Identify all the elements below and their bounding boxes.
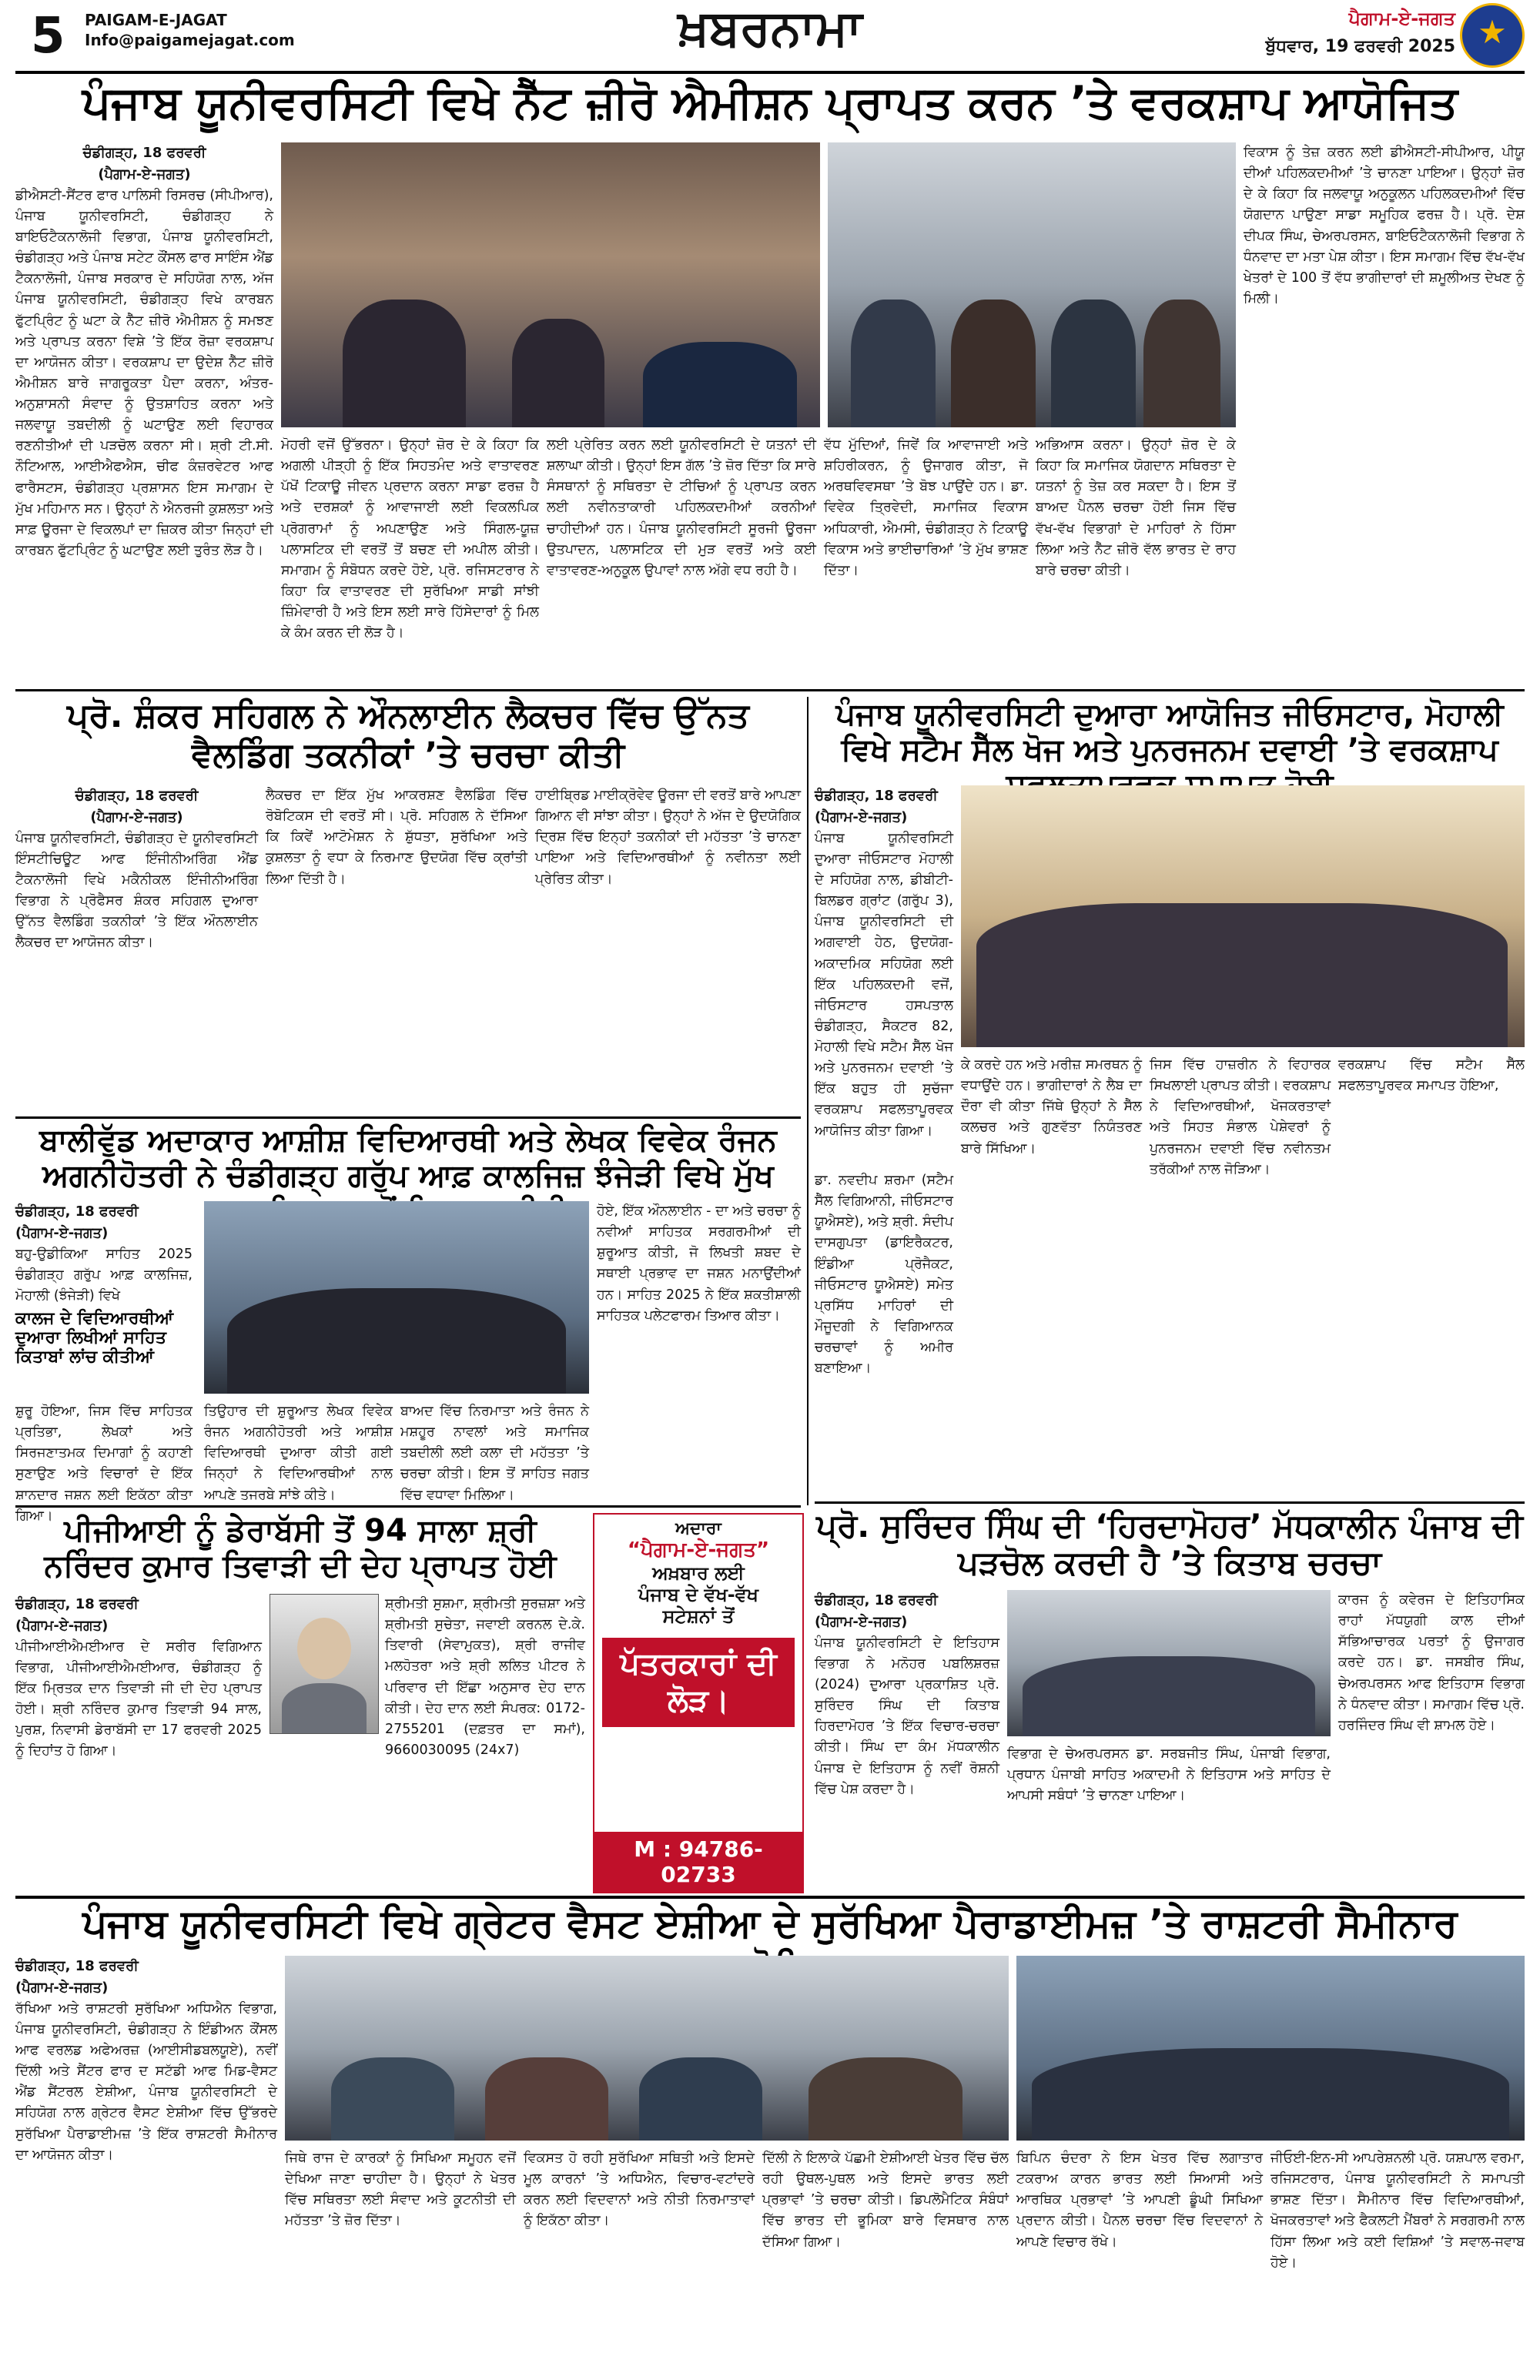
story7-col3: ਵਿਕਸਤ ਹੋ ਰਹੀ ਸੁਰੱਖਿਆ ਸਥਿਤੀ ਅਤੇ ਇਸਦੇ ਮੂਲ ਕਾਰਨਾਂ ’ਤੇ ਅਧਿਐਨ, ਵਿਚਾਰ-ਵਟਾਂਦਰੇ ਕਰਨ ਲਈ ਵਿਦਵਾਨਾਂ ਅਤੇ ਨੀਤੀ ਨਿਰਮਾਤਾਵਾਂ ਨੂੰ ਇਕੱਠਾ ਕੀਤਾ। (524, 2151, 755, 2229)
ad-line3: ਸਟੇਸ਼ਨਾਂ ਤੋਂ (662, 1605, 735, 1627)
email[interactable]: Info@paigamejagat.com (85, 31, 295, 49)
story1-col1 (15, 142, 273, 681)
story1-headline: ਪੰਜਾਬ ਯੂਨੀਵਰਸਿਟੀ ਵਿਖੇ ਨੈੱਟ ਜ਼ੀਰੋ ਐਮੀਸ਼ਨ ਪ੍ਰਾਪਤ ਕਰਨ ’ਤੇ ਵਰਕਸ਼ਾਪ ਆਯੋਜਿਤ (82, 76, 1458, 129)
story1-agency: (ਪੈਗਾਮ-ਏ-ਜਗਤ) (98, 166, 191, 182)
story7-col1 (15, 1956, 277, 2368)
story2-col3: ਹਾਈਬ੍ਰਿਡ ਮਾਈਕ੍ਰੋਵੇਵ ਊਰਜਾ ਦੀ ਵਰਤੋਂ ਬਾਰੇ ਆਪਣਾ ਗਿਆਨ ਵੀ ਸਾਂਝਾ ਕੀਤਾ। ਉਨ੍ਹਾਂ ਨੇ ਅੱਜ ਦੇ ਉਦਯੋਗਿਕ ਦ੍ਰਿਸ਼ ਵਿੱਚ ਇਨ੍ਹਾਂ ਤਕਨੀਕਾਂ ਦੀ ਮਹੱਤਤਾ ’ਤੇ ਚਾਨਣਾ ਪਾਇਆ ਅਤੇ ਵਿਦਿਆਰਥੀਆਂ ਨੂੰ ਨਵੀਨਤਾ ਲਈ ਪ੍ਰੇਰਿਤ ਕੀਤਾ। (535, 788, 801, 887)
story4-col2: ਤਿਉਹਾਰ ਦੀ ਸ਼ੁਰੂਆਤ ਲੇਖਕ ਵਿਵੇਕ ਰੰਜਨ ਅਗਨੀਹੋਤਰੀ ਅਤੇ ਆਸ਼ੀਸ਼ ਵਿਦਿਆਰਥੀ ਦੁਆਰਾ ਕੀਤੀ ਗਈ ਜਿਨ੍ਹਾਂ ਨੇ ਵਿਦਿਆਰਥੀਆਂ ਨਾਲ ਆਪਣੇ ਤਜਰਬੇ ਸਾਂਝੇ ਕੀਤੇ। (204, 1404, 393, 1503)
story5-agency: (ਪੈਗਾਮ-ਏ-ਜਗਤ) (15, 1617, 109, 1634)
divider-4 (815, 1501, 1525, 1504)
page-number: 5 (31, 8, 65, 65)
story3-col1b: ਡਾ. ਨਵਦੀਪ ਸ਼ਰਮਾ (ਸਟੈਮ ਸੈੱਲ ਵਿਗਿਆਨੀ, ਜੀਓਸਟਾਰ ਯੂਐਸਏ), ਅਤੇ ਸ਼੍ਰੀ. ਸੰਦੀਪ ਦਾਸਗੁਪਤਾ (ਡਾਇਰੈਕਟਰ, ਇੰਡੀਆ ਪ੍ਰੋਜੈਕਟ, ਜੀਓਸਟਾਰ ਯੂਐਸਏ) ਸਮੇਤ ਪ੍ਰਸਿੱਧ ਮਾਹਿਰਾਂ ਦੀ ਮੌਜੂਦਗੀ ਨੇ ਵਿਗਿਆਨਕ ਚਰਚਾਵਾਂ ਨੂੰ ਅਮੀਰ ਬਣਾਇਆ। (815, 1173, 953, 1377)
divider-1 (15, 689, 1525, 691)
ad-line1: ਅਖ਼ਬਾਰ ਲਈ (652, 1562, 745, 1584)
story3-headline: ਪੰਜਾਬ ਯੂਨੀਵਰਸਿਟੀ ਦੁਆਰਾ ਆਯੋਜਿਤ ਜੀਓਸਟਾਰ, ਮੋਹਾਲੀ ਵਿਖੇ ਸਟੈਮ ਸੈੱਲ ਖੋਜ ਅਤੇ ਪੁਨਰਜਨਮ ਦਵਾਈ ’ਤੇ ਵਰਕਸ਼ਾਪ (835, 697, 1504, 768)
story6-col2: ਵਿਭਾਗ ਦੇ ਚੇਅਰਪਰਸਨ ਡਾ. ਸਰਬਜੀਤ ਸਿੰਘ, ਪੰਜਾਬੀ ਵਿਭਾਗ, ਪ੍ਰਧਾਨ ਪੰਜਾਬੀ ਸਾਹਿਤ ਅਕਾਦਮੀ ਨੇ ਇਤਿਹਾਸ ਅਤੇ ਸਾਹਿਤ ਦੇ ਆਪਸੀ ਸਬੰਧਾਂ ’ਤੇ ਚਾਨਣਾ ਪਾਇਆ। (1007, 1746, 1331, 1804)
story4-photo (204, 1201, 589, 1394)
story7-col4: ਦਿੱਲੀ ਨੇ ਇਲਾਕੇ ਪੱਛਮੀ ਏਸ਼ੀਆਈ ਖੇਤਰ ਵਿੱਚ ਚੱਲ ਰਹੀ ਉਥਲ-ਪੁਥਲ ਅਤੇ ਇਸਦੇ ਭਾਰਤ ਲਈ ਪ੍ਰਭਾਵਾਂ ’ਤੇ ਚਰਚਾ ਕੀਤੀ। ਡਿਪਲੋਮੈਟਿਕ ਸੰਬੰਧਾਂ ਵਿੱਚ ਭਾਰਤ ਦੀ ਭੂਮਿਕਾ ਬਾਰੇ ਵਿਸਥਾਰ ਨਾਲ ਦੱਸਿਆ ਗਿਆ। (762, 2151, 1009, 2250)
story5-col2: ਸ਼੍ਰੀਮਤੀ ਸੁਸ਼ਮਾ, ਸ਼੍ਰੀਮਤੀ ਸੁਰਜ਼ਸ਼ਾ ਅਤੇ ਸ਼੍ਰੀਮਤੀ ਸੁਚੇਤਾ, ਜਵਾਈ ਕਰਨਲ ਦੇ.ਕੇ. ਤਿਵਾਰੀ (ਸੇਵਾਮੁਕਤ), ਸ਼੍ਰੀ ਰਾਜੀਵ ਮਲਹੋਤਰਾ ਅਤੇ ਸ਼੍ਰੀ ਲਲਿਤ ਪੀਟਰ ਨੇ ਪਰਿਵਾਰ ਦੀ ਇੱਛਾ ਅਨੁਸਾਰ ਦੇਹ ਦਾਨ ਕੀਤੀ। ਦੇਹ ਦਾਨ ਲਈ ਸੰਪਰਕ: 0172-2755201 (ਦਫ਼ਤਰ ਦਾ ਸਮਾਂ), 9660030095 (24x7) (385, 1596, 585, 1758)
story1-dateline: ਚੰਡੀਗੜ੍ਹ, 18 ਫਰਵਰੀ (82, 145, 206, 161)
story1-col5: ਅਭਿਆਸ ਕਰਨਾ। ਉਨ੍ਹਾਂ ਜ਼ੋਰ ਦੇ ਕੇ ਕਿਹਾ ਕਿ ਸਮਾਜਿਕ ਯੋਗਦਾਨ ਸਥਿਰਤਾ ਦੇ ਯਤਨਾਂ ਨੂੰ ਤੇਜ਼ ਕਰ ਸਕਦਾ ਹੈ। ਇਸ ਤੋਂ ਬਾਅਦ ਪੈਨਲ ਚਰਚਾ ਹੋਈ ਜਿਸ ਵਿੱਚ ਵੱਖ-ਵੱਖ ਵਿਭਾਗਾਂ ਦੇ ਮਾਹਿਰਾਂ ਨੇ ਹਿੱਸਾ ਲਿਆ ਅਤੇ ਨੈੱਟ ਜ਼ੀਰੋ ਵੱਲ ਭਾਰਤ ਦੇ ਰਾਹ ਬਾਰੇ ਚਰਚਾ ਕੀਤੀ। (1036, 437, 1236, 578)
story6-col1 (815, 1590, 999, 1886)
story7-photo-audience (1016, 1956, 1525, 2141)
divider-5 (15, 1896, 1525, 1899)
story4-bullet: ਕਾਲਜ ਦੇ ਵਿਦਿਆਰਥੀਆਂ ਦੁਆਰਾ ਲਿਖੀਆਂ ਸਾਹਿਤ ਕਿਤਾਬਾਂ ਲਾਂਚ ਕੀਤੀਆਂ (15, 1309, 174, 1367)
story7-headline: ਪੰਜਾਬ ਯੂਨੀਵਰਸਿਟੀ ਵਿਖੇ ਗ੍ਰੇਟਰ ਵੈਸਟ ਏਸ਼ੀਆ ਦੇ ਸੁਰੱਖਿਆ ਪੈਰਾਡਾਈਮਜ਼ ’ਤੇ ਰਾਸ਼ਟਰੀ ਸੈਮੀਨਾਰ (82, 1901, 1458, 1946)
section-title: ਖ਼ਬਰਨਾਮਾ (678, 0, 862, 57)
divider-3 (15, 1505, 801, 1508)
story7-col5: ਬਿਪਿਨ ਚੰਦਰਾ ਨੇ ਇਸ ਖੇਤਰ ਵਿੱਚ ਲਗਾਤਾਰ ਟਕਰਾਅ ਕਾਰਨ ਭਾਰਤ ਲਈ ਸਿਆਸੀ ਅਤੇ ਆਰਥਿਕ ਪ੍ਰਭਾਵਾਂ ’ਤੇ ਆਪਣੀ ਡੂੰਘੀ ਸਿਖਿਆ ਪ੍ਰਦਾਨ ਕੀਤੀ। ਪੈਨਲ ਚਰਚਾ ਵਿੱਚ ਵਿਦਵਾਨਾਂ ਨੇ ਆਪਣੇ ਵਿਚਾਰ ਰੱਖੇ। (1016, 2151, 1263, 2250)
story2-text1: ਪੰਜਾਬ ਯੂਨੀਵਰਸਿਟੀ, ਚੰਡੀਗੜ੍ਹ ਦੇ ਯੂਨੀਵਰਸਿਟੀ ਇੰਸਟੀਚਿਊਟ ਆਫ ਇੰਜੀਨੀਅਰਿੰਗ ਐਂਡ ਟੈਕਨਾਲੋਜੀ ਵਿਖੇ ਮਕੈਨੀਕਲ ਇੰਜੀਨੀਅਰਿੰਗ ਵਿਭਾਗ ਨੇ ਪ੍ਰੋਫੈਸਰ ਸ਼ੰਕਰ ਸਹਿਗਲ ਦੁਆਰਾ ਉੱਨਤ ਵੈਲਡਿੰਗ ਤਕਨੀਕਾਂ ’ਤੇ ਇੱਕ ਔਨਲਾਈਨ ਲੈਕਚਰ ਦਾ ਆਯੋਜਨ ਕੀਤਾ। (15, 830, 258, 951)
story1-text1: ਡੀਐਸਟੀ-ਸੈਂਟਰ ਫਾਰ ਪਾਲਿਸੀ ਰਿਸਰਚ (ਸੀਪੀਆਰ), ਪੰਜਾਬ ਯੂਨੀਵਰਸਿਟੀ, ਚੰਡੀਗੜ੍ਹ ਨੇ ਬਾਇਓਟੈਕਨਾਲੋਜੀ ਵਿਭਾਗ, ਪੰਜਾਬ ਯੂਨੀਵਰਸਿਟੀ, ਚੰਡੀਗੜ੍ਹ ਅਤੇ ਪੰਜਾਬ ਸਟੇਟ ਕੌਂਸਲ ਫਾਰ ਸਾਇੰਸ ਐਂਡ ਟੈਕਨਾਲੋਜੀ, ਪੰਜਾਬ ਸਰਕਾਰ ਦੇ ਸਹਿਯੋਗ ਨਾਲ, ਅੱਜ ਪੰਜਾਬ ਯੂਨੀਵਰਸਿਟੀ, ਚੰਡੀਗੜ੍ਹ ਵਿਖੇ ਕਾਰਬਨ ਫੁੱਟਪ੍ਰਿੰਟ ਨੂੰ ਘਟਾ ਕੇ ਨੈੱਟ ਜ਼ੀਰੋ ਐਮੀਸ਼ਨ ਨੂੰ ਸਮਝਣ ਅਤੇ ਪ੍ਰਾਪਤ ਕਰਨਾ ਵਿਸ਼ੇ ’ਤੇ ਇੱਕ ਰੋਜ਼ਾ ਵਰਕਸ਼ਾਪ ਦਾ ਆਯੋਜਨ ਕੀਤਾ। ਵਰਕਸ਼ਾਪ ਦਾ ਉਦੇਸ਼ ਨੈੱਟ ਜ਼ੀਰੋ ਐਮੀਸ਼ਨ ਬਾਰੇ ਜਾਗਰੂਕਤਾ ਪੈਦਾ ਕਰਨਾ, ਅੰਤਰ-ਅਨੁਸ਼ਾਸਨੀ ਸੰਵਾਦ ਨੂੰ ਉਤਸ਼ਾਹਿਤ ਕਰਨਾ ਅਤੇ ਜਲਵਾਯੂ ਤਬਦੀਲੀ ਨੂੰ ਘਟਾਉਣ ਲਈ ਵਿਹਾਰਕ ਰਣਨੀਤੀਆਂ ਦੀ ਪੜਚੋਲ ਕਰਨਾ ਸੀ। ਸ਼੍ਰੀ ਟੀ.ਸੀ. ਨੌਟਿਆਲ, ਆਈਐਫਐਸ, ਚੀਫ ਕੰਜ਼ਰਵੇਟਰ ਆਫ ਫਾਰੈਸਟਸ, ਚੰਡੀਗੜ੍ਹ ਪ੍ਰਸ਼ਾਸਨ ਇਸ ਸਮਾਗਮ ਦੇ ਮੁੱਖ ਮਹਿਮਾਨ ਸਨ। ਉਨ੍ਹਾਂ ਨੇ ਐਨਰਜੀ ਕੁਸ਼ਲਤਾ ਅਤੇ ਸਾਫ਼ ਊਰਜਾ ਦੇ ਵਿਕਲਪਾਂ ਦਾ ਜ਼ਿਕਰ ਕੀਤਾ ਜਿਨ੍ਹਾਂ ਦੀ ਕਾਰਬਨ ਫੁੱਟਪ੍ਰਿੰਟ ਨੂੰ ਘਟਾਉਣ ਲਈ ਤੁਰੰਤ ਲੋੜ ਹੈ। (15, 187, 273, 558)
story1-photo-podium (281, 142, 820, 427)
divider-2 (15, 1116, 801, 1119)
header-rule (15, 71, 1525, 74)
story7-agency: (ਪੈਗਾਮ-ਏ-ਜਗਤ) (15, 1979, 109, 1996)
story2-col1 (15, 785, 258, 1109)
masthead-brand: ਪੈਗਾਮ-ਏ-ਜਗਤ (1348, 8, 1455, 29)
story1-col6: ਵਿਕਾਸ ਨੂੰ ਤੇਜ਼ ਕਰਨ ਲਈ ਡੀਐਸਟੀ-ਸੀਪੀਆਰ, ਪੀਯੂ ਦੀਆਂ ਪਹਿਲਕਦਮੀਆਂ ’ਤੇ ਚਾਨਣਾ ਪਾਇਆ। ਉਨ੍ਹਾਂ ਜ਼ੋਰ ਦੇ ਕੇ ਕਿਹਾ ਕਿ ਜਲਵਾਯੂ ਅਨੁਕੂਲਨ ਪਹਿਲਕਦਮੀਆਂ ਵਿੱਚ ਯੋਗਦਾਨ ਪਾਉਣਾ ਸਾਡਾ ਸਮੂਹਿਕ ਫਰਜ਼ ਹੈ। ਪ੍ਰੋ. ਦੇਸ਼ ਦੀਪਕ ਸਿੰਘ, ਚੇਅਰਪਰਸਨ, ਬਾਇਓਟੈਕਨਾਲੋਜੀ ਵਿਭਾਗ ਨੇ ਧੰਨਵਾਦ ਦਾ ਮਤਾ ਪੇਸ਼ ਕੀਤਾ। ਇਸ ਸਮਾਗਮ ਵਿੱਚ ਵੱਖ-ਵੱਖ ਖੇਤਰਾਂ ਦੇ 100 ਤੋਂ ਵੱਧ ਭਾਗੀਦਾਰਾਂ ਦੀ ਸ਼ਮੂਲੀਅਤ ਦੇਖਣ ਨੂੰ ਮਿਲੀ। (1244, 145, 1525, 306)
story5-headline: ਪੀਜੀਆਈ ਨੂੰ ਡੇਰਾਬੱਸੀ ਤੋਂ 94 ਸਾਲਾ ਸ਼੍ਰੀ ਨਰਿੰਦਰ ਕੁਮਾਰ ਤਿਵਾੜੀ ਦੀ ਦੇਹ ਪ੍ਰਾਪਤ ਹੋਈ (44, 1513, 557, 1584)
story3-col2: ਕੇ ਕਰਦੇ ਹਨ ਅਤੇ ਮਰੀਜ਼ ਸਮਰਥਨ ਨੂੰ ਵਧਾਉਂਦੇ ਹਨ। ਭਾਗੀਦਾਰਾਂ ਨੇ ਲੈਬ ਦਾ ਦੌਰਾ ਵੀ ਕੀਤਾ ਜਿੱਥੇ ਉਨ੍ਹਾਂ ਨੇ ਸੈੱਲ ਕਲਚਰ ਅਤੇ ਗੁਣਵੱਤਾ ਨਿਯੰਤਰਣ ਬਾਰੇ ਸਿੱਖਿਆ। (961, 1057, 1142, 1157)
story4-intro (15, 1201, 192, 1309)
story3-col4: ਵਰਕਸ਼ਾਪ ਵਿੱਚ ਸਟੈਮ ਸੈੱਲ ਸਫਲਤਾਪੂਰਵਕ ਸਮਾਪਤ ਹੋਇਆ, (1338, 1057, 1525, 1094)
story7-text1: ਰੱਖਿਆ ਅਤੇ ਰਾਸ਼ਟਰੀ ਸੁਰੱਖਿਆ ਅਧਿਐਨ ਵਿਭਾਗ, ਪੰਜਾਬ ਯੂਨੀਵਰਸਿਟੀ, ਚੰਡੀਗੜ੍ਹ ਨੇ ਇੰਡੀਅਨ ਕੌਂਸਲ ਆਫ ਵਰਲਡ ਅਫੇਅਰਜ਼ (ਆਈਸੀਡਬਲਯੂਏ), ਨਵੀਂ ਦਿੱਲੀ ਅਤੇ ਸੈਂਟਰ ਫਾਰ ਦ ਸਟੱਡੀ ਆਫ ਮਿਡ-ਵੈਸਟ ਐਂਡ ਸੈਂਟਰਲ ਏਸ਼ੀਆ, ਪੰਜਾਬ ਯੂਨੀਵਰਸਿਟੀ ਦੇ ਸਹਿਯੋਗ ਨਾਲ ਗ੍ਰੇਟਰ ਵੈਸਟ ਏਸ਼ੀਆ ਵਿੱਚ ਉੱਭਰਦੇ ਸੁਰੱਖਿਆ ਪੈਰਾਡਾਈਮਜ਼ ’ਤੇ ਇੱਕ ਰਾਸ਼ਟਰੀ ਸੈਮੀਨਾਰ ਦਾ ਆਯੋਜਨ ਕੀਤਾ। (15, 2000, 277, 2163)
ad-highlight: ਪੱਤਰਕਾਰਾਂ ਦੀ ਲੋੜ। (602, 1638, 795, 1727)
story4-col4: ਹੋਏ, ਇੱਕ ਔਨਲਾਈਨ - ਦਾ ਅਤੇ ਚਰਚਾ ਨੂੰ ਨਵੀਆਂ ਸਾਹਿਤਕ ਸਰਗਰਮੀਆਂ ਦੀ ਸ਼ੁਰੂਆਤ ਕੀਤੀ, ਜੋ ਲਿਖਤੀ ਸ਼ਬਦ ਦੇ ਸਥਾਈ ਪ੍ਰਭਾਵ ਦਾ ਜਸ਼ਨ ਮਨਾਉਂਦੀਆਂ ਹਨ। ਸਾਹਿਤ 2025 ਨੇ ਇੱਕ ਸ਼ਕਤੀਸ਼ਾਲੀ ਸਾਹਿਤਕ ਪਲੇਟਫਾਰਮ ਤਿਆਰ ਕੀਤਾ। (597, 1203, 801, 1324)
story7-dateline: ਚੰਡੀਗੜ੍ਹ, 18 ਫਰਵਰੀ (15, 1958, 139, 1974)
story4-headline: ਬਾਲੀਵੁੱਡ ਅਦਾਕਾਰ ਆਸ਼ੀਸ਼ ਵਿਦਿਆਰਥੀ ਅਤੇ ਲੇਖਕ ਵਿਵੇਕ ਰੰਜਨ ਅਗਨੀਹੋਤਰੀ ਨੇ ਚੰਡੀਗੜ੍ਹ ਗਰੁੱਪ ਆਫ਼ ਕਾਲਜਿਜ਼ ਝੰਜੇੜੀ ਵਿਖੇ ਮੁੱਖ (39, 1123, 777, 1193)
story3-text1: ਪੰਜਾਬ ਯੂਨੀਵਰਸਿਟੀ ਦੁਆਰਾ ਜੀਓਸਟਾਰ ਮੋਹਾਲੀ ਦੇ ਸਹਿਯੋਗ ਨਾਲ, ਡੀਬੀਟੀ-ਬਿਲਡਰ ਗ੍ਰਾਂਟ (ਗਰੁੱਪ 3), ਪੰਜਾਬ ਯੂਨੀਵਰਸਿਟੀ ਦੀ ਅਗਵਾਈ ਹੇਠ, ਉਦਯੋਗ-ਅਕਾਦਮਿਕ ਸਹਿਯੋਗ ਲਈ ਇੱਕ ਪਹਿਲਕਦਮੀ ਵਜੋਂ, ਜੀਓਸਟਾਰ ਹਸਪਤਾਲ ਚੰਡੀਗੜ੍ਹ, ਸੈਕਟਰ 82, ਮੋਹਾਲੀ ਵਿਖੇ ਸਟੈਮ ਸੈੱਲ ਖੋਜ ਅਤੇ ਪੁਨਰਜਨਮ ਦਵਾਈ ’ਤੇ ਇੱਕ ਬਹੁਤ ਹੀ ਸੁਚੱਜਾ ਵਰਕਸ਼ਾਪ ਸਫਲਤਾਪੂਰਵਕ ਆਯੋਜਿਤ ਕੀਤਾ ਗਿਆ। (815, 830, 953, 1139)
story5-dateline: ਚੰਡੀਗੜ੍ਹ, 18 ਫਰਵਰੀ (15, 1596, 139, 1612)
story1-photo-dignitaries (828, 142, 1236, 427)
story4-intro-text: ਬਹੁ-ਉਡੀਕਿਆ ਸਾਹਿਤ 2025 ਚੰਡੀਗੜ੍ਹ ਗਰੁੱਪ ਆਫ਼ ਕਾਲਜਿਜ਼, ਮੋਹਾਲੀ (ਝੰਜੇੜੀ) ਵਿਖੇ (15, 1246, 192, 1304)
site-name: PAIGAM-E-JAGAT (85, 11, 227, 29)
story2-headline: ਪ੍ਰੋ. ਸ਼ੰਕਰ ਸਹਿਗਲ ਨੇ ਔਨਲਾਈਨ ਲੈਕਚਰ ਵਿੱਚ ਉੱਨਤ ਵੈਲਡਿੰਗ ਤਕਨੀਕਾਂ ’ਤੇ ਚਰਚਾ ਕੀਤੀ (67, 696, 749, 775)
story6-photo (1007, 1590, 1331, 1736)
story1-col4: ਵੱਧ ਮੁੱਦਿਆਂ, ਜਿਵੇਂ ਕਿ ਆਵਾਜਾਈ ਅਤੇ ਸ਼ਹਿਰੀਕਰਨ, ਨੂੰ ਉਜਾਗਰ ਕੀਤਾ, ਜੋ ਅਰਥਵਿਵਸਥਾ ’ਤੇ ਬੋਝ ਪਾਉਂਦੇ ਹਨ। ਡਾ. ਵਿਵੇਕ ਤ੍ਰਿਵੇਦੀ, ਸਮਾਜਿਕ ਵਿਕਾਸ ਅਧਿਕਾਰੀ, ਐਮਸੀ, ਚੰਡੀਗੜ੍ਹ ਨੇ ਟਿਕਾਊ ਵਿਕਾਸ ਅਤੇ ਭਾਈਚਾਰਿਆਂ ’ਤੇ ਮੁੱਖ ਭਾਸ਼ਣ ਦਿੱਤਾ। (824, 437, 1028, 578)
story3-group-photo (961, 785, 1525, 1047)
recruitment-ad (593, 1513, 804, 1893)
portrait-photo (270, 1594, 379, 1734)
ad-line2: ਪੰਜਾਬ ਦੇ ਵੱਖ-ਵੱਖ (638, 1584, 759, 1605)
story6-text1: ਪੰਜਾਬ ਯੂਨੀਵਰਸਿਟੀ ਦੇ ਇਤਿਹਾਸ ਵਿਭਾਗ ਨੇ ਮਨੋਹਰ ਪਬਲਿਸ਼ਰਜ਼ (2024) ਦੁਆਰਾ ਪ੍ਰਕਾਸ਼ਿਤ ਪ੍ਰੋ. ਸੁਰਿੰਦਰ ਸਿੰਘ ਦੀ ਕਿਤਾਬ ਹਿਰਦਾਮੋਹਰ ’ਤੇ ਇੱਕ ਵਿਚਾਰ-ਚਰਚਾ ਕੀਤੀ। ਸਿੰਘ ਦਾ ਕੰਮ ਮੱਧਕਾਲੀਨ ਪੰਜਾਬ ਦੇ ਇਤਿਹਾਸ ਨੂੰ ਨਵੀਂ ਰੋਸ਼ਨੀ ਵਿੱਚ ਪੇਸ਼ ਕਰਦਾ ਹੈ। (815, 1635, 999, 1797)
story5-col1 (15, 1594, 262, 1871)
ad-brand: “ਪੈਗਾਮ-ਏ-ਜਗਤ” (627, 1538, 770, 1562)
issue-date: ਬੁੱਧਵਾਰ, 19 ਫਰਵਰੀ 2025 (1265, 37, 1455, 56)
story4-col3: ਬਾਅਦ ਵਿੱਚ ਨਿਰਮਾਤਾ ਅਤੇ ਰੰਜਨ ਨੇ ਮਸ਼ਹੂਰ ਨਾਵਲਾਂ ਅਤੇ ਸਮਾਜਿਕ ਤਬਦੀਲੀ ਲਈ ਕਲਾ ਦੀ ਮਹੱਤਤਾ ’ਤੇ ਚਰਚਾ ਕੀਤੀ। ਇਸ ਤੋਂ ਸਾਹਿਤ ਜਗਤ ਵਿੱਚ ਵਧਾਵਾ ਮਿਲਿਆ। (400, 1404, 589, 1503)
story2-dateline: ਚੰਡੀਗੜ੍ਹ, 18 ਫਰਵਰੀ (75, 788, 199, 804)
story7-col2: ਜਿਥੇ ਰਾਜ ਦੇ ਕਾਰਕਾਂ ਨੂੰ ਸਿਖਿਆ ਸਮੂਹਨ ਵਜੋਂ ਦੇਖਿਆ ਜਾਣਾ ਚਾਹੀਦਾ ਹੈ। ਉਨ੍ਹਾਂ ਨੇ ਖੇਤਰ ਵਿੱਚ ਸਥਿਰਤਾ ਲਈ ਸੰਵਾਦ ਅਤੇ ਕੂਟਨੀਤੀ ਦੀ ਮਹੱਤਤਾ ’ਤੇ ਜ਼ੋਰ ਦਿੱਤਾ। (285, 2151, 516, 2229)
story5-text1: ਪੀਜੀਆਈਐਮਈਆਰ ਦੇ ਸਰੀਰ ਵਿਗਿਆਨ ਵਿਭਾਗ, ਪੀਜੀਆਈਐਮਈਆਰ, ਚੰਡੀਗੜ੍ਹ ਨੂੰ ਇੱਕ ਮ੍ਰਿਤਕ ਦਾਨ ਤਿਵਾੜੀ ਜੀ ਦੀ ਦੇਹ ਪ੍ਰਾਪਤ ਹੋਈ। ਸ਼੍ਰੀ ਨਰਿੰਦਰ ਕੁਮਾਰ ਤਿਵਾੜੀ 94 ਸਾਲ, ਪੁਰਸ਼, ਨਿਵਾਸੀ ਡੇਰਾਬੱਸੀ ਦਾ 17 ਫਰਵਰੀ 2025 ਨੂੰ ਦਿਹਾਂਤ ਹੋ ਗਿਆ। (15, 1639, 262, 1759)
vertical-divider (807, 697, 808, 1505)
story6-dateline: ਚੰਡੀਗੜ੍ਹ, 18 ਫਰਵਰੀ (815, 1592, 938, 1608)
newspaper-logo (1460, 3, 1525, 68)
story3-col1 (815, 785, 953, 1170)
story1-col2: ਮੋਹਰੀ ਵਜੋਂ ਉੱਭਰਨਾ। ਉਨ੍ਹਾਂ ਜ਼ੋਰ ਦੇ ਕੇ ਕਿਹਾ ਕਿ ਅਗਲੀ ਪੀੜ੍ਹੀ ਨੂੰ ਇੱਕ ਸਿਹਤਮੰਦ ਅਤੇ ਵਾਤਾਵਰਣ ਪੱਖੋਂ ਟਿਕਾਊ ਜੀਵਨ ਪ੍ਰਦਾਨ ਕਰਨਾ ਸਾਡਾ ਫਰਜ਼ ਹੈ ਅਤੇ ਦਰਸ਼ਕਾਂ ਨੂੰ ਆਵਾਜਾਈ ਲਈ ਵਿਕਲਪਿਕ ਪ੍ਰੋਗਰਾਮਾਂ ਨੂੰ ਅਪਣਾਉਣ ਅਤੇ ਸਿੰਗਲ-ਯੂਜ਼ ਪਲਾਸਟਿਕ ਦੀ ਵਰਤੋਂ ਤੋਂ ਬਚਣ ਦੀ ਅਪੀਲ ਕੀਤੀ। ਸਮਾਗਮ ਨੂੰ ਸੰਬੋਧਨ ਕਰਦੇ ਹੋਏ, ਪ੍ਰੋ. ਰਜਿਸਟਰਾਰ ਨੇ ਕਿਹਾ ਕਿ ਵਾਤਾਵਰਣ ਦੀ ਸੁਰੱਖਿਆ ਸਾਡੀ ਸਾਂਝੀ ਜ਼ਿੰਮੇਵਾਰੀ ਹੈ ਅਤੇ ਇਸ ਲਈ ਸਾਰੇ ਹਿੱਸੇਦਾਰਾਂ ਨੂੰ ਮਿਲ ਕੇ ਕੰਮ ਕਰਨ ਦੀ ਲੋੜ ਹੈ। (281, 437, 539, 641)
ad-label: ਅਦਾਰਾ (675, 1519, 721, 1538)
story7-photo-panel (285, 1956, 1009, 2141)
story4-col1: ਸ਼ੁਰੂ ਹੋਇਆ, ਜਿਸ ਵਿੱਚ ਸਾਹਿਤਕ ਪ੍ਰਤਿਭਾ, ਲੇਖਕਾਂ ਅਤੇ ਸਿਰਜਣਾਤਮਕ ਦਿਮਾਗਾਂ ਨੂੰ ਕਹਾਣੀ ਸੁਣਾਉਣ ਅਤੇ ਵਿਚਾਰਾਂ ਦੇ ਇੱਕ ਸ਼ਾਨਦਾਰ ਜਸ਼ਨ ਲਈ ਇਕੱਠਾ ਕੀਤਾ ਗਿਆ। (15, 1404, 192, 1524)
story6-headline: ਪ੍ਰੋ. ਸੁਰਿੰਦਰ ਸਿੰਘ ਦੀ ‘ਹਿਰਦਾਮੋਹਰ’ ਮੱਧਕਾਲੀਨ ਪੰਜਾਬ ਦੀ ਪੜਚੋਲ ਕਰਦੀ ਹੈ ’ਤੇ ਕਿਤਾਬ ਚਰਚਾ (816, 1507, 1523, 1582)
story4-dateline: ਚੰਡੀਗੜ੍ਹ, 18 ਫਰਵਰੀ (15, 1203, 139, 1220)
story3-col3: ਜਿਸ ਵਿੱਚ ਹਾਜ਼ਰੀਨ ਨੇ ਵਿਹਾਰਕ ਸਿਖਲਾਈ ਪ੍ਰਾਪਤ ਕੀਤੀ। ਵਰਕਸ਼ਾਪ ਨੇ ਵਿਦਿਆਰਥੀਆਂ, ਖੋਜਕਰਤਾਵਾਂ ਅਤੇ ਸਿਹਤ ਸੰਭਾਲ ਪੇਸ਼ੇਵਰਾਂ ਨੂੰ ਪੁਨਰਜਨਮ ਦਵਾਈ ਵਿੱਚ ਨਵੀਨਤਮ ਤਰੱਕੀਆਂ ਨਾਲ ਜੋੜਿਆ। (1150, 1057, 1331, 1177)
story2-col2: ਲੈਕਚਰ ਦਾ ਇੱਕ ਮੁੱਖ ਆਕਰਸ਼ਣ ਵੈਲਡਿੰਗ ਵਿੱਚ ਰੋਬੋਟਿਕਸ ਦੀ ਵਰਤੋਂ ਸੀ। ਪ੍ਰੋ. ਸਹਿਗਲ ਨੇ ਦੱਸਿਆ ਕਿ ਕਿਵੇਂ ਆਟੋਮੇਸ਼ਨ ਨੇ ਸ਼ੁੱਧਤਾ, ਸੁਰੱਖਿਆ ਅਤੇ ਕੁਸ਼ਲਤਾ ਨੂੰ ਵਧਾ ਕੇ ਨਿਰਮਾਣ ਉਦਯੋਗ ਵਿੱਚ ਕ੍ਰਾਂਤੀ ਲਿਆ ਦਿੱਤੀ ਹੈ। (266, 788, 527, 887)
story2-agency: (ਪੈਗਾਮ-ਏ-ਜਗਤ) (90, 808, 183, 825)
story4-agency: (ਪੈਗਾਮ-ਏ-ਜਗਤ) (15, 1224, 109, 1241)
story3-dateline: ਚੰਡੀਗੜ੍ਹ, 18 ਫਰਵਰੀ (815, 788, 938, 804)
story1-col3: ਲਈ ਪ੍ਰੇਰਿਤ ਕਰਨ ਲਈ ਯੂਨੀਵਰਸਿਟੀ ਦੇ ਯਤਨਾਂ ਦੀ ਸ਼ਲਾਘਾ ਕੀਤੀ। ਉਨ੍ਹਾਂ ਇਸ ਗੱਲ ’ਤੇ ਜ਼ੋਰ ਦਿੱਤਾ ਕਿ ਸਾਰੇ ਸੰਸਥਾਨਾਂ ਨੂੰ ਸਥਿਰਤਾ ਦੇ ਟੀਚਿਆਂ ਨੂੰ ਪ੍ਰਾਪਤ ਕਰਨ ਲਈ ਨਵੀਨਤਾਕਾਰੀ ਪਹਿਲਕਦਮੀਆਂ ਕਰਨੀਆਂ ਚਾਹੀਦੀਆਂ ਹਨ। ਪੰਜਾਬ ਯੂਨੀਵਰਸਿਟੀ ਸੂਰਜੀ ਊਰਜਾ ਉਤਪਾਦਨ, ਪਲਾਸਟਿਕ ਦੀ ਮੁੜ ਵਰਤੋਂ ਅਤੇ ਕਈ ਵਾਤਾਵਰਣ-ਅਨੁਕੂਲ ਉਪਾਵਾਂ ਨਾਲ ਅੱਗੇ ਵਧ ਰਹੀ ਹੈ। (547, 437, 816, 578)
ad-phone[interactable]: M : 94786-02733 (594, 1832, 802, 1892)
story3-agency: (ਪੈਗਾਮ-ਏ-ਜਗਤ) (815, 808, 908, 825)
story6-agency: (ਪੈਗਾਮ-ਏ-ਜਗਤ) (815, 1613, 908, 1630)
story6-col3: ਕਾਰਜ ਨੂੰ ਕਵੇਰਜ ਦੇ ਇਤਿਹਾਸਿਕ ਰਾਹਾਂ ਮੱਧਯੁਗੀ ਕਾਲ ਦੀਆਂ ਸੱਭਿਆਚਾਰਕ ਪਰਤਾਂ ਨੂੰ ਉਜਾਗਰ ਕਰਦੇ ਹਨ। ਡਾ. ਜਸਬੀਰ ਸਿੰਘ, ਚੇਅਰਪਰਸਨ ਆਫ ਇਤਿਹਾਸ ਵਿਭਾਗ ਨੇ ਧੰਨਵਾਦ ਕੀਤਾ। ਸਮਾਗਮ ਵਿੱਚ ਪ੍ਰੋ. ਹਰਜਿੰਦਰ ਸਿੰਘ ਵੀ ਸ਼ਾਮਲ ਹੋਏ। (1338, 1592, 1525, 1733)
story7-col6: ਜੀਓਈ-ਇਨ-ਸੀ ਆਪਰੇਸ਼ਨਲੀ ਪ੍ਰੋ. ਯਸ਼ਪਾਲ ਵਰਮਾ, ਰਜਿਸਟਰਾਰ, ਪੰਜਾਬ ਯੂਨੀਵਰਸਿਟੀ ਨੇ ਸਮਾਪਤੀ ਭਾਸ਼ਣ ਦਿੱਤਾ। ਸੈਮੀਨਾਰ ਵਿੱਚ ਵਿਦਿਆਰਥੀਆਂ, ਖੋਜਕਰਤਾਵਾਂ ਅਤੇ ਫੈਕਲਟੀ ਮੈਂਬਰਾਂ ਨੇ ਸਰਗਰਮੀ ਨਾਲ ਹਿੱਸਾ ਲਿਆ ਅਤੇ ਕਈ ਵਿਸ਼ਿਆਂ ’ਤੇ ਸਵਾਲ-ਜਵਾਬ ਹੋਏ। (1270, 2151, 1525, 2271)
